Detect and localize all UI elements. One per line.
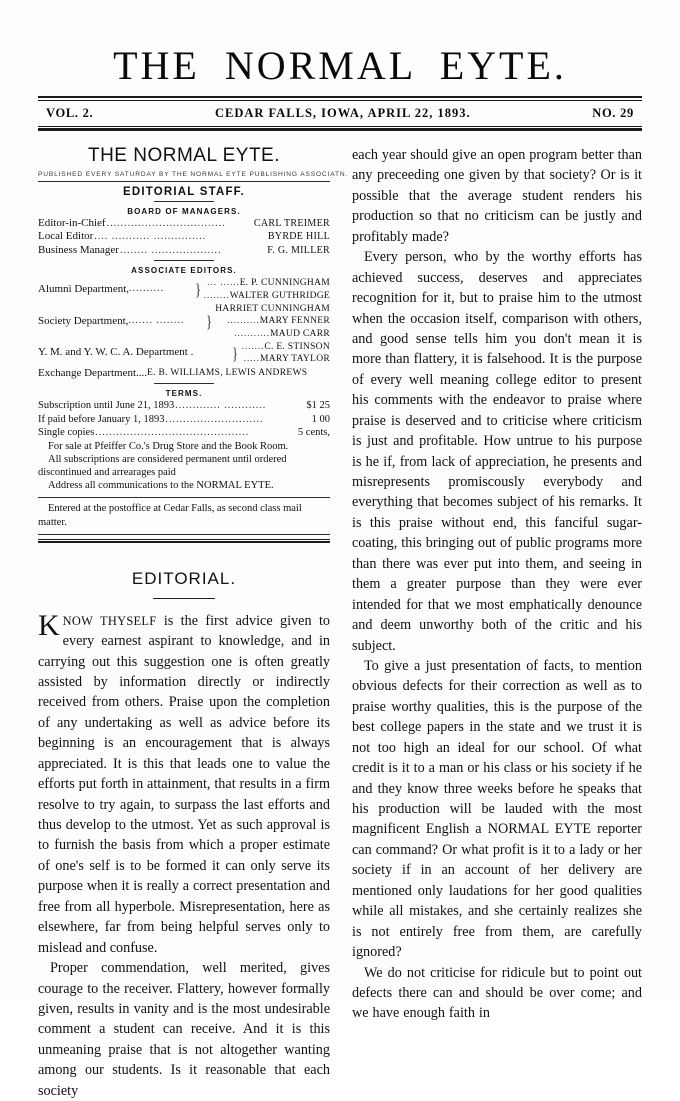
postoffice-notice: Entered at the postoffice at Cedar Falls, as second class mail matter. [38, 503, 302, 529]
leader-dots: ............................................ [95, 427, 250, 439]
leader-dots: ....... ........ [128, 315, 185, 327]
place-date-label: CEDAR FALLS, IOWA, APRIL 22, 1893. [214, 106, 471, 120]
leader-dots: ........ .................... [119, 244, 222, 256]
leader-dots: .... ........... ............... [94, 231, 207, 243]
flag-title: THE NORMAL EYTE. [87, 145, 281, 166]
staff-role: Editor-in-Chief [38, 217, 106, 229]
editorial-heading: EDITORIAL. [131, 568, 237, 588]
associate-names [215, 303, 330, 340]
associate-row [38, 341, 330, 366]
terms-heading: TERMS. [165, 389, 203, 399]
leader-dots: ............. ............ [175, 400, 267, 412]
staff-box [38, 145, 349, 543]
associate-name: .......C. E. STINSON [241, 340, 330, 352]
divider [154, 201, 214, 202]
terms-price: $1 25 [306, 400, 330, 412]
terms-label: Single copies [38, 427, 95, 439]
volume-bar [38, 101, 642, 126]
terms-row [38, 399, 330, 413]
staff-name: CARL TREIMER [253, 218, 330, 229]
body-paragraph: To give a just presentation of facts, to mention obvious defects for their correction as well as to praise worthy qualities, this is the purpose of the best college papers in the state and we trust it is not too high an ideal for our school. Of what credit is it to a man or his class or his society if he and they know three weeks before he speaks that his production will be lauded with the most magnificent English a NORMAL EYTE reporter can command? Or what profit is it to a lady or her society if in an account of her delivery are mentioned only laudations for her good qualities while all mistakes, and she certainly realizes she is not entirely free from them, are carefully ignored? [352, 657, 642, 961]
leader-dots: ............................ [165, 413, 264, 425]
terms-price: 5 cents, [297, 427, 330, 439]
staff-row [38, 244, 330, 257]
volume-label: VOL. 2. [46, 106, 94, 120]
editorial-staff-heading: EDITORIAL STAFF. [122, 186, 246, 198]
associate-row [38, 303, 330, 340]
terms-label: If paid before January 1, 1893 [38, 413, 165, 425]
divider [38, 539, 330, 543]
page-title: THE NORMAL EYTE. [113, 43, 567, 88]
right-column [352, 143, 642, 1101]
postoffice-notice-box [38, 497, 330, 534]
associate-name: .....MARY TAYLOR [243, 353, 330, 365]
associate-name: ........WALTER GUTHRIDGE [203, 289, 330, 301]
masthead [0, 0, 680, 131]
associate-role: Y. M. and Y. W. C. A. Department . [38, 346, 194, 359]
associate-name: ...........MAUD CARR [234, 327, 330, 339]
terms-row [38, 413, 330, 427]
associate-name: HARRIET CUNNINGHAM [215, 303, 330, 314]
editorial-first-paragraph-body: is the first advice given to every earnest aspirant to knowledge, and in carrying out this suggestion one is often greatly assisted by information directly or indirectly received from others. Praise upon the completion of any undertaking as well as advice before its beginning is an encouragement that is always appreciated. It is this that leads one to value the efforts put forth in attainment, that results in a firm resolve to try again, to surpass the last efforts and thus develop to the utmost. Yet as such approval is to furnish the basis from which a proper estimate of one's self is to be formed it can only serve its purpose when it is really a correct presentation and free from all hyperbole. Misrepresentation, here as elsewhere, far from being helpful serves only to mislead and confuse. [38, 612, 330, 956]
body-paragraph: We do not criticise for ridicule but to point out defects there can and should be over come; and we have enough faith in [352, 964, 642, 1022]
staff-row [38, 217, 330, 230]
associate-row [38, 277, 330, 302]
editorial-lead-phrase: NOW THYSELF [62, 613, 157, 628]
staff-name: BYRDE HILL [267, 231, 330, 243]
brace-icon: } [206, 311, 213, 331]
staff-role: Business Manager [38, 243, 119, 256]
drop-cap: K [38, 608, 60, 642]
divider [154, 383, 214, 384]
associate-name: E. B. WILLIAMS, LEWIS ANDREWS [147, 368, 308, 379]
associate-name: ..........MARY FENNER [227, 315, 330, 327]
terms-price: 1 00 [311, 413, 330, 425]
published-line: PUBLISHED EVERY SATURDAY BY THE NORMAL EYTE PUBLISHING ASSOCIATN. [38, 171, 349, 178]
brace-icon: } [194, 280, 201, 300]
staff-row [38, 230, 330, 243]
leader-dots: .................................. [106, 218, 226, 229]
content-columns [0, 131, 680, 1101]
staff-name: F. G. MILLER [267, 244, 330, 256]
terms-note: For sale at Pfeiffer Co.'s Drug Store and the Book Room. [48, 440, 289, 452]
editorial-first-paragraph [38, 608, 330, 958]
staff-role: Local Editor [38, 230, 94, 243]
body-paragraph: Every person, who by the worthy efforts has achieved success, deserves and appreciates recognition for it, but to praise him to the utmost when the occasion itself, comparison with others, and good sense tells him you don't mean it is more than flattery, it is falsehood. It is the purpose of every well meaning college editor to present his comments with the endeavor to praise where praise is deserved and to criticise where criticism is just and profitable. How untrue to his purpose is he if, from lack of appreciation, he presents and misrepresents promiscously everybody and everything that becomes subject of his remarks. It is this praise without end, this fanciful sugar-coating, this bringing out of public programs more than there was ever put into them, and seeing in them a greater purpose than they were ever intended for that we most emphatically denounce and deem unworthy both of the critic and his subject. [352, 249, 642, 654]
associate-names [242, 341, 330, 366]
brace-icon: } [232, 343, 239, 363]
associate-editors-heading: ASSOCIATE EDITORS. [131, 266, 237, 276]
associate-names [204, 277, 330, 302]
terms-note: All subscriptions are considered permanent until ordered discontinued and arrearages paid [38, 454, 287, 479]
board-of-managers-heading: BOARD OF MANAGERS. [127, 207, 241, 216]
associate-role: Society Department, [38, 314, 129, 327]
divider [38, 181, 330, 182]
divider [153, 598, 215, 599]
left-column [38, 143, 349, 1101]
associate-name: ... ......E. P. CUNNINGHAM [207, 277, 330, 289]
associate-role: Exchange Department.... [38, 366, 148, 379]
leader-dots: .......... [129, 283, 165, 295]
associate-row-exchange [38, 367, 330, 381]
terms-note: Address all communications to the NORMAL EYTE. [48, 480, 274, 492]
body-paragraph: each year should give an open program better than any preceeding one given by that society? Or is it possible that the average student renders his production so that no criticism can be justly and profitably made? [352, 147, 642, 245]
issue-number-label: NO. 29 [592, 106, 634, 120]
associate-editors-list [38, 277, 330, 380]
body-paragraph: Proper commendation, well merited, gives courage to the receiver. Flattery, however formally given, results in vanity and is the most undesirable comment a student can receive. And it is this unmeaning praise that is not altogether wanting among our students. Is it reasonable that each society [38, 960, 330, 1099]
terms-label: Subscription until June 21, 1893 [38, 400, 175, 412]
associate-role: Alumni Department, [38, 282, 130, 295]
divider [154, 260, 214, 261]
terms-row [38, 426, 330, 440]
